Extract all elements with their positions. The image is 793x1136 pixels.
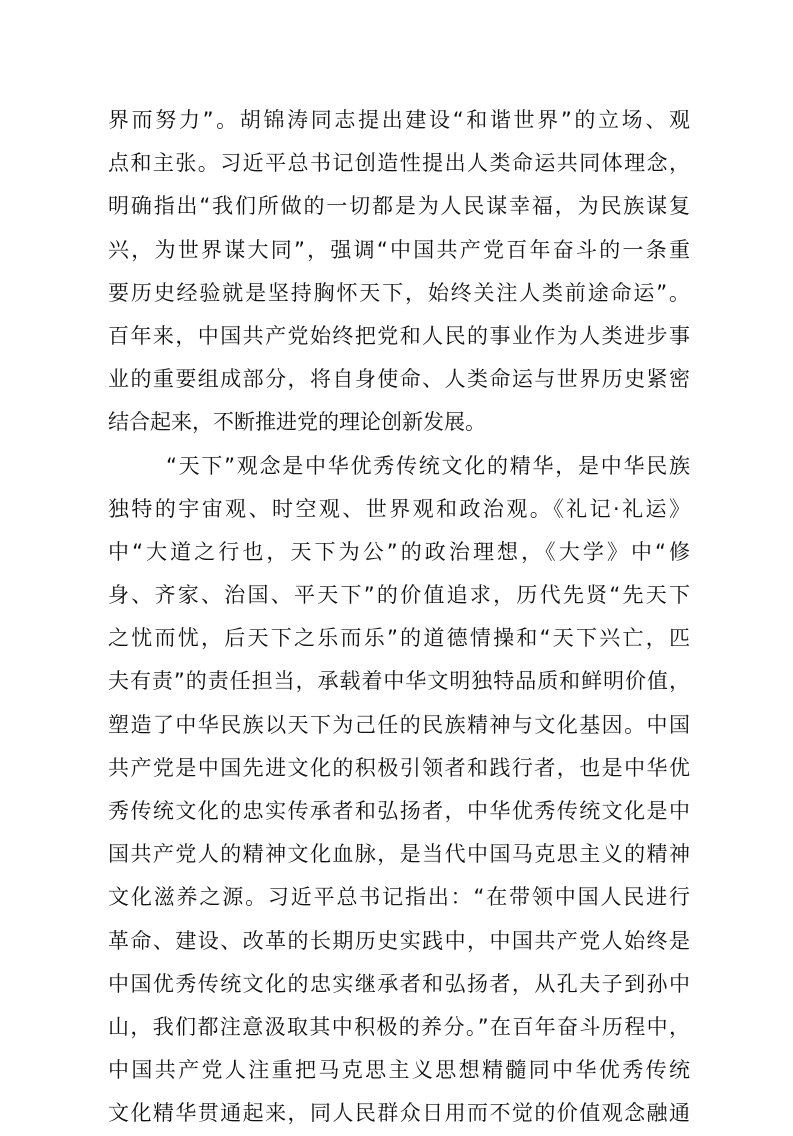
text-line: 夫有责”的责任担当，承载着中华文明独特品质和鲜明价值， xyxy=(108,669,690,694)
text-line: 国共产党人的精神文化血脉，是当代中国马克思主义的精神 xyxy=(108,842,690,867)
text-line: 共产党是中国先进文化的积极引领者和践行者，也是中华优 xyxy=(108,755,690,780)
text-line: 业的重要组成部分，将自身使命、人类命运与世界历史紧密 xyxy=(108,367,690,392)
text-line: 百年来，中国共产党始终把党和人民的事业作为人类进步事 xyxy=(108,323,690,348)
text-line: 界而努力”。胡锦涛同志提出建设“和谐世界”的立场、观 xyxy=(108,108,690,132)
text-line: 中“大道之行也，天下为公”的政治理想，《大学》中“修 xyxy=(108,539,690,564)
text-line: 中国共产党人注重把马克思主义思想精髓同中华优秀传统 xyxy=(108,1058,690,1083)
text-line: 独特的宇宙观、时空观、世界观和政治观。《礼记·礼运》 xyxy=(108,496,690,521)
text-line: 要历史经验就是坚持胸怀天下，始终关注人类前途命运”。 xyxy=(108,280,690,305)
text-line: 之忧而忧，后天下之乐而乐”的道德情操和“天下兴亡，匹 xyxy=(108,626,690,651)
paragraph-1 xyxy=(108,99,690,445)
text-line: 山，我们都注意汲取其中积极的养分。”在百年奋斗历程中， xyxy=(108,1014,690,1039)
text-line: 革命、建设、改革的长期历史实践中，中国共产党人始终是 xyxy=(108,928,690,953)
text-line: 文化精华贯通起来，同人民群众日用而不觉的价值观念融通 xyxy=(108,1101,690,1126)
document-page xyxy=(108,99,690,1136)
paragraph-2 xyxy=(108,445,690,1136)
text-line: 中国优秀传统文化的忠实继承者和弘扬者，从孔夫子到孙中 xyxy=(108,971,690,996)
text-line: 塑造了中华民族以天下为己任的民族精神与文化基因。中国 xyxy=(108,712,690,737)
text-line: 文化滋养之源。习近平总书记指出：“在带领中国人民进行 xyxy=(108,885,690,910)
text-line: 身、齐家、治国、平天下”的价值追求，历代先贤“先天下 xyxy=(108,583,690,608)
text-line: 兴，为世界谋大同”，强调“中国共产党百年奋斗的一条重 xyxy=(108,237,690,262)
text-line: “天下”观念是中华优秀传统文化的精华，是中华民族 xyxy=(166,453,690,478)
text-line: 结合起来，不断推进党的理论创新发展。 xyxy=(108,410,486,435)
text-line: 明确指出“我们所做的一切都是为人民谋幸福，为民族谋复 xyxy=(108,194,690,219)
text-line: 秀传统文化的忠实传承者和弘扬者，中华优秀传统文化是中 xyxy=(108,799,690,823)
text-line: 点和主张。习近平总书记创造性提出人类命运共同体理念， xyxy=(108,151,690,176)
